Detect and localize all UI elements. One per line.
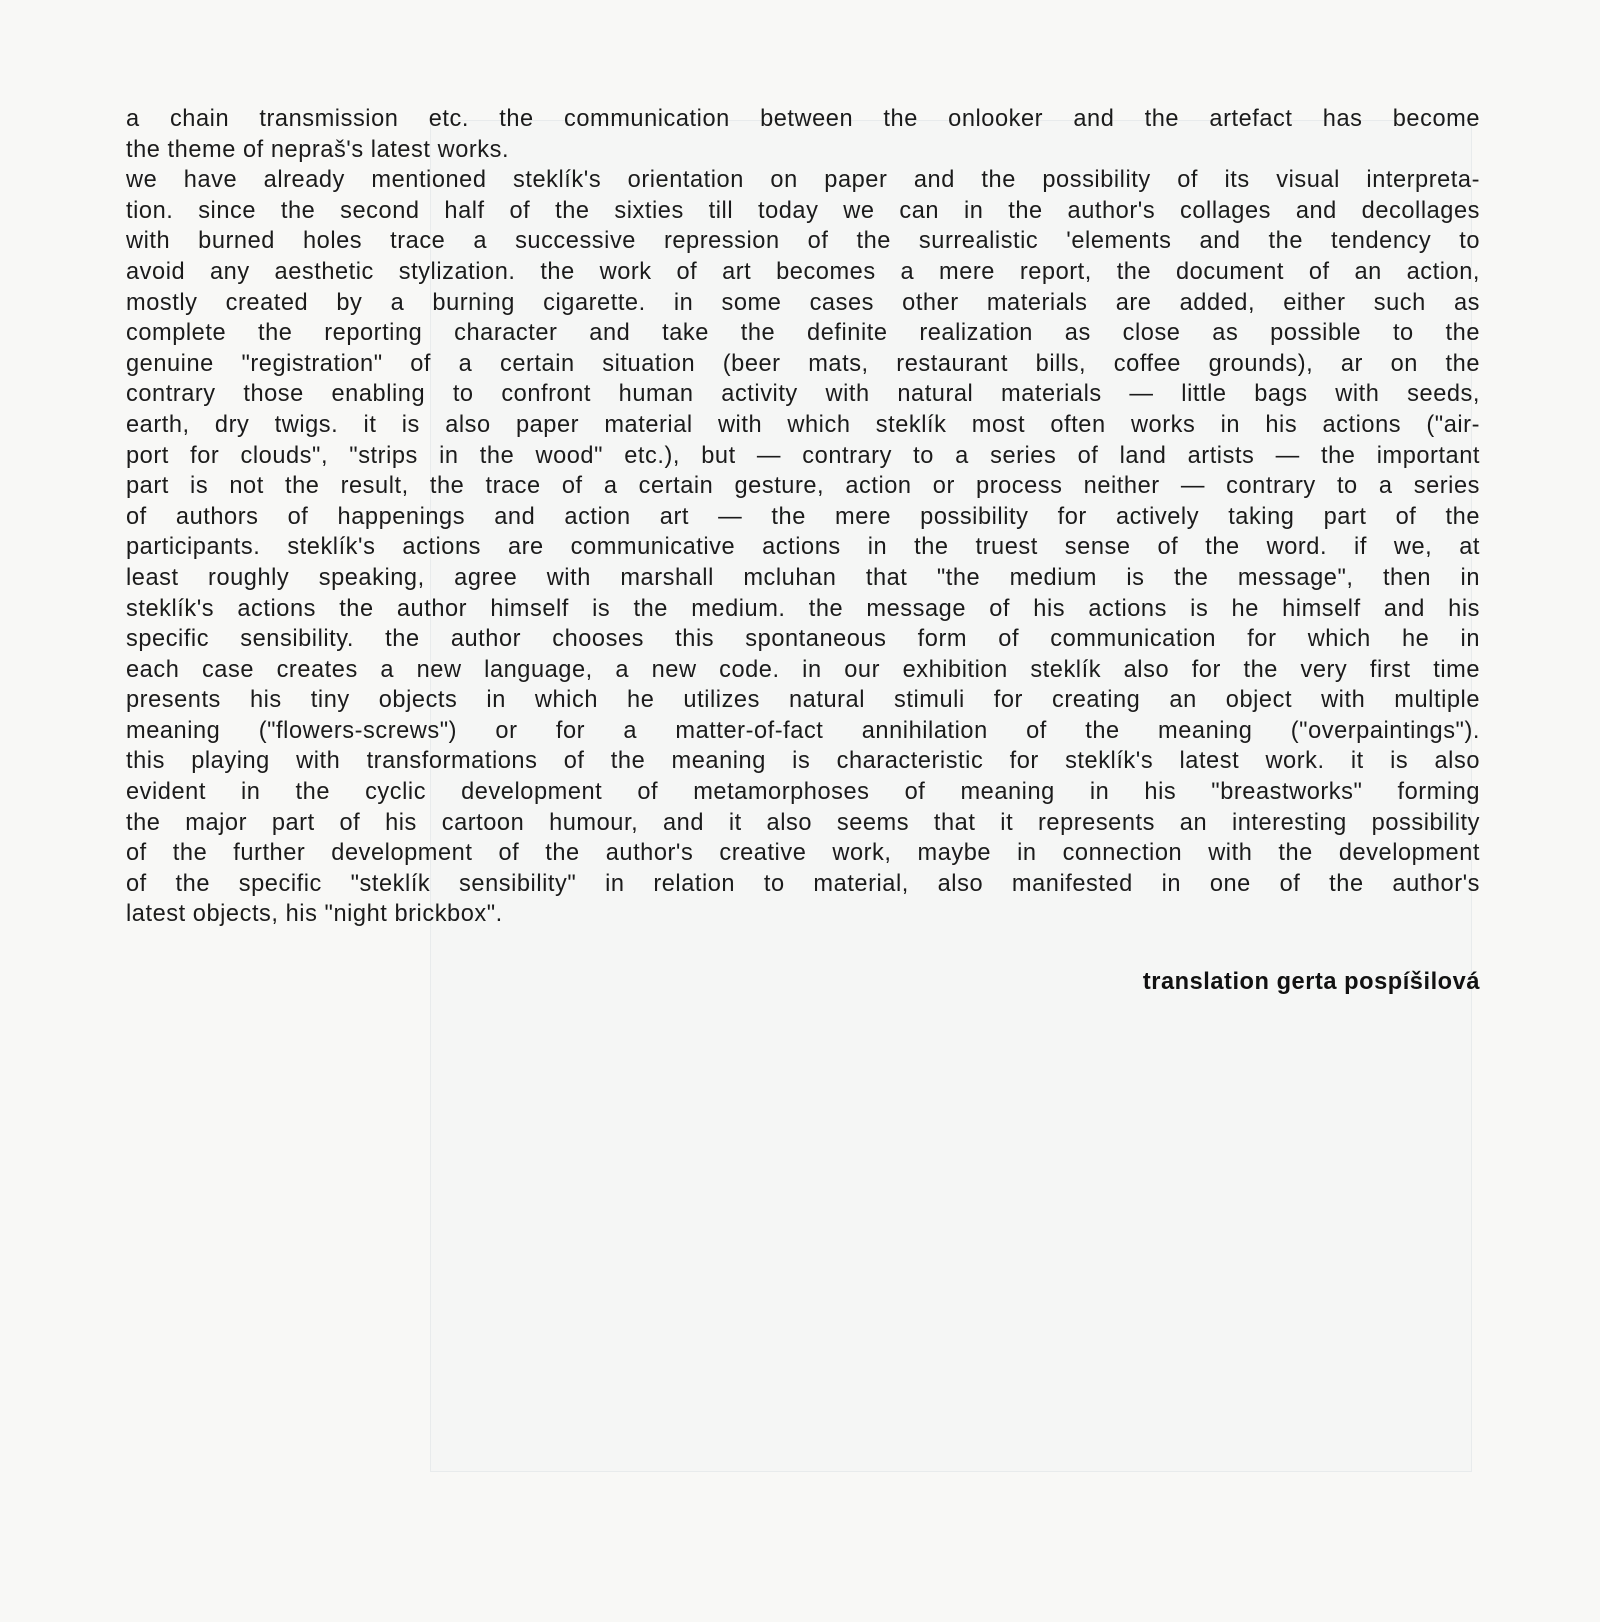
body-text (126, 104, 1480, 930)
text-line: of the further development of the author's creative work, maybe in connection with the development (126, 840, 1480, 867)
text-line: we have already mentioned steklík's orientation on paper and the possibility of its visual interpreta- (126, 167, 1480, 194)
text-line: participants. steklík's actions are communicative actions in the truest sense of the word. if we, at (126, 534, 1480, 561)
text-line: of the specific "steklík sensibility" in relation to material, also manifested in one of the author's (126, 870, 1480, 897)
text-line: the theme of nepraš's latest works. (126, 136, 510, 163)
text-line: earth, dry twigs. it is also paper material with which steklík most often works in his actions ("air- (126, 411, 1480, 438)
text-line: each case creates a new language, a new code. in our exhibition steklík also for the very first time (126, 656, 1480, 683)
text-line: part is not the result, the trace of a certain gesture, action or process neither — contrary to a series (126, 473, 1480, 500)
text-line: tion. since the second half of the sixties till today we can in the author's collages and decollages (126, 197, 1480, 224)
text-line: the major part of his cartoon humour, and it also seems that it represents an interesting possibility (126, 809, 1480, 836)
text-line: this playing with transformations of the meaning is characteristic for steklík's latest work. it is also (126, 748, 1480, 775)
text-line: mostly created by a burning cigarette. in some cases other materials are added, either such as (126, 289, 1480, 316)
text-line: latest objects, his "night brickbox". (126, 901, 503, 928)
text-line: avoid any aesthetic stylization. the work of art becomes a mere report, the document of an action, (126, 258, 1480, 285)
text-line: with burned holes trace a successive repression of the surrealistic 'elements and the tendency to (126, 228, 1480, 255)
text-line: steklík's actions the author himself is the medium. the message of his actions is he himself and his (126, 595, 1480, 622)
text-line: of authors of happenings and action art — the mere possibility for actively taking part of the (126, 503, 1480, 530)
text-line: specific sensibility. the author chooses this spontaneous form of communication for which he in (126, 626, 1480, 653)
text-line: least roughly speaking, agree with marshall mcluhan that "the medium is the message", then in (126, 564, 1480, 591)
text-line: a chain transmission etc. the communication between the onlooker and the artefact has become (126, 106, 1480, 132)
text-line: presents his tiny objects in which he utilizes natural stimuli for creating an object with multiple (126, 687, 1480, 714)
text-line: port for clouds", "strips in the wood" etc.), but — contrary to a series of land artists — the important (126, 442, 1480, 469)
translator-credit: translation gerta pospíšilová (1142, 969, 1480, 995)
text-line: evident in the cyclic development of metamorphoses of meaning in his "breastworks" forming (126, 779, 1480, 806)
text-line: complete the reporting character and take the definite realization as close as possible to the (126, 320, 1480, 347)
text-line: meaning ("flowers-screws") or for a matter-of-fact annihilation of the meaning ("overpaintings"). (126, 717, 1480, 744)
text-line: genuine "registration" of a certain situation (beer mats, restaurant bills, coffee grounds), ar on the (126, 350, 1480, 377)
text-line: contrary those enabling to confront human activity with natural materials — little bags with seeds, (126, 381, 1480, 408)
